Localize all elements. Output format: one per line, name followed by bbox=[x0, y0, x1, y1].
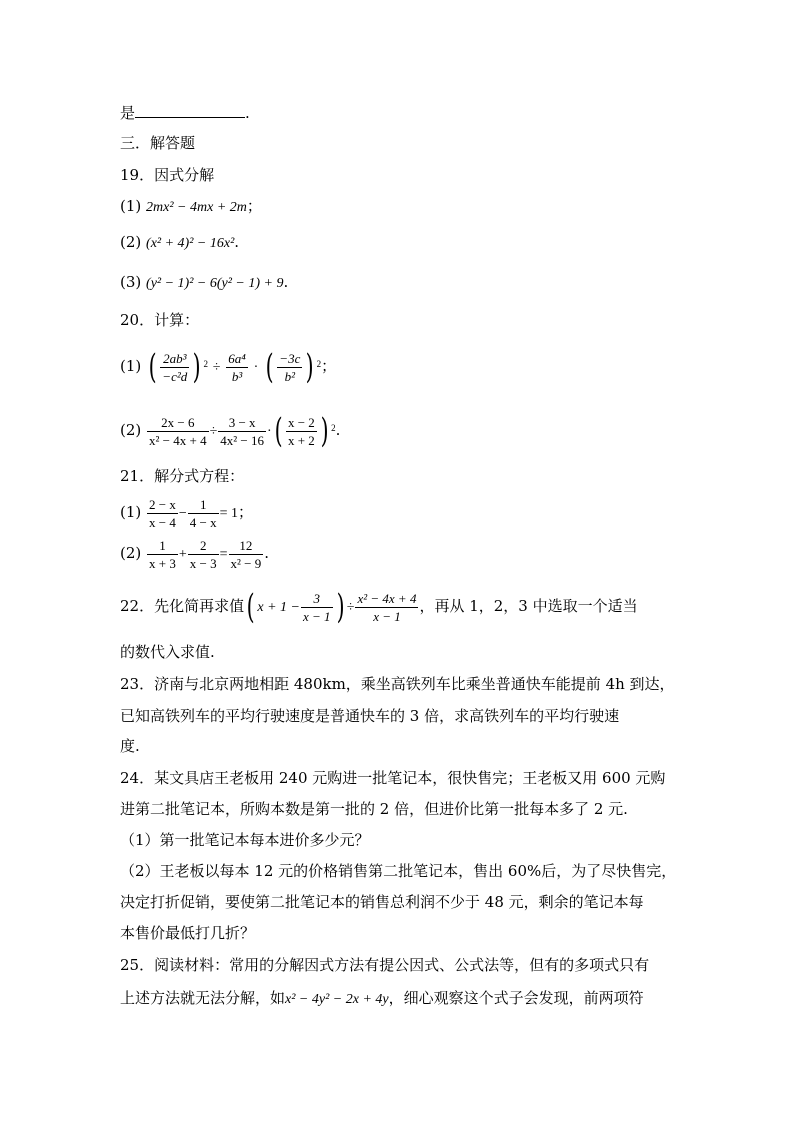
fraction: $\frac{2}{x - 3}$ bbox=[189, 537, 217, 571]
q25-text: 上述方法就无法分解，如 bbox=[120, 989, 286, 1007]
math-expression: 2mx² − 4mx + 2m bbox=[146, 200, 247, 215]
part-end: . bbox=[283, 273, 289, 291]
q24-sub1: （1）第一批笔记本每本进价多少元？ bbox=[120, 831, 370, 849]
left-paren: ( bbox=[265, 347, 274, 387]
fraction: $\frac{3 - x}{\text{4x² − 16}}$ bbox=[220, 414, 265, 448]
right-paren: ) bbox=[305, 347, 314, 387]
part-label: (3) bbox=[120, 273, 142, 291]
q25-line2 bbox=[120, 988, 644, 1010]
part-end: ； bbox=[238, 503, 254, 521]
q19-part3 bbox=[120, 272, 288, 294]
right-paren: ) bbox=[192, 347, 201, 387]
right-paren: ) bbox=[320, 411, 329, 451]
operator: + bbox=[178, 547, 187, 562]
math-expression: x + 1 − bbox=[257, 600, 300, 615]
part-end: . bbox=[335, 421, 341, 439]
part-end: ； bbox=[246, 197, 262, 215]
fraction: $\frac{x - 2}{x + 2}$ bbox=[287, 414, 315, 448]
answer-blank bbox=[135, 103, 245, 118]
fraction: $\frac{1}{4 - x}$ bbox=[189, 496, 217, 530]
fraction: $\frac{1}{x + 3}$ bbox=[149, 537, 176, 571]
q20-title: 20．计算： bbox=[120, 311, 200, 329]
math-expression: (x² + 4)² − 16x² bbox=[146, 236, 235, 251]
fraction: $\frac{2 - x}{x - 4}$ bbox=[149, 496, 176, 530]
q23-line1: 23．济南与北京两地相距 480km，乘坐高铁列车比乘坐普通快车能提前 4h 到达， bbox=[120, 675, 675, 693]
operator: ÷ bbox=[212, 360, 221, 375]
q21-title: 21．解分式方程： bbox=[120, 467, 245, 485]
q23-line3: 度. bbox=[120, 737, 140, 755]
part-end: . bbox=[264, 544, 270, 562]
q25-line1: 25．阅读材料：常用的分解因式方法有提公因式、公式法等，但有的多项式只有 bbox=[120, 956, 650, 974]
left-paren: ( bbox=[148, 347, 157, 387]
exponent: 2 bbox=[203, 359, 209, 369]
part-label: (2) bbox=[120, 233, 142, 251]
fraction: $\frac{\text{6a⁴}}{\text{b³}}$ bbox=[228, 350, 246, 384]
section-title: 三．解答题 bbox=[120, 134, 196, 152]
math-expression: (y² − 1)² − 6(y² − 1) + 9 bbox=[146, 276, 284, 291]
left-paren: ( bbox=[246, 587, 255, 627]
operator: − bbox=[178, 506, 187, 521]
operator: · bbox=[253, 360, 259, 375]
part-end: ； bbox=[321, 357, 337, 375]
operator: ÷ bbox=[209, 424, 218, 439]
intro-text: 是 bbox=[120, 104, 136, 122]
operator: = bbox=[219, 547, 228, 562]
fraction: $\frac{\text{x² − 4x + 4}}{x - 1}$ bbox=[357, 590, 417, 624]
q21-part2 bbox=[120, 534, 269, 574]
q22-text: ，再从 1，2，3 中选取一个适当 bbox=[419, 597, 638, 615]
q19-part2 bbox=[120, 232, 239, 254]
q24-sub2-line3: 本售价最低打几折？ bbox=[120, 924, 256, 942]
part-label: (1) bbox=[120, 503, 142, 521]
fraction: $\frac{12}{\text{x² − 9}}$ bbox=[230, 537, 262, 571]
fraction: $\frac{\text{2ab³}}{\text{−c²d}}$ bbox=[162, 350, 188, 384]
exponent: 2 bbox=[331, 423, 336, 433]
q25-text: ，细心观察这个式子会发现，前两项符 bbox=[388, 989, 644, 1007]
q24-sub2-line1: （2）王老板以每本 12 元的价格销售第二批笔记本，售出 60%后，为了尽快售完， bbox=[120, 862, 677, 880]
operator: ÷ bbox=[346, 600, 355, 615]
fraction: $\frac{2x - 6}{\text{x² − 4x + 4}}$ bbox=[149, 414, 207, 448]
q24-sub2-line2: 决定打折促销，要使第二批笔记本的销售总利润不少于 48 元，剩余的笔记本每 bbox=[120, 893, 644, 911]
q19-part1 bbox=[120, 196, 262, 218]
equation-rhs: = 1 bbox=[219, 506, 239, 521]
right-paren: ) bbox=[336, 587, 345, 627]
q23-line2: 已知高铁列车的平均行驶速度是普通快车的 3 倍，求高铁列车的平均行驶速 bbox=[120, 707, 620, 725]
part-label: (1) bbox=[120, 357, 142, 375]
left-paren: ( bbox=[274, 411, 283, 451]
exponent: 2 bbox=[316, 359, 322, 369]
q20-part2 bbox=[120, 410, 340, 452]
part-label: (1) bbox=[120, 197, 142, 215]
fraction: $\frac{-3c}{\text{b²}}$ bbox=[279, 350, 301, 384]
q19-title: 19．因式分解 bbox=[120, 166, 215, 184]
q24-line2: 进第二批笔记本，所购本数是第一批的 2 倍，但进价比第一批每本多了 2 元. bbox=[120, 800, 628, 818]
operator: · bbox=[267, 424, 272, 439]
q21-part1 bbox=[120, 493, 253, 533]
q22-line1 bbox=[120, 586, 638, 628]
q22-line2: 的数代入求值. bbox=[120, 643, 215, 661]
q24-line1: 24．某文具店王老板用 240 元购进一批笔记本，很快售完；王老板又用 600 元购 bbox=[120, 769, 666, 787]
part-label: (2) bbox=[120, 544, 142, 562]
fill-blank-line bbox=[120, 103, 250, 123]
fraction: $\frac{3}{x - 1}$ bbox=[302, 590, 331, 624]
part-end: . bbox=[234, 233, 240, 251]
math-expression: x² − 4y² − 2x + 4y bbox=[285, 992, 389, 1007]
q20-part1 bbox=[120, 346, 336, 388]
part-label: (2) bbox=[120, 421, 142, 439]
intro-end: . bbox=[245, 104, 250, 122]
q22-text: 22．先化简再求值 bbox=[120, 597, 245, 615]
